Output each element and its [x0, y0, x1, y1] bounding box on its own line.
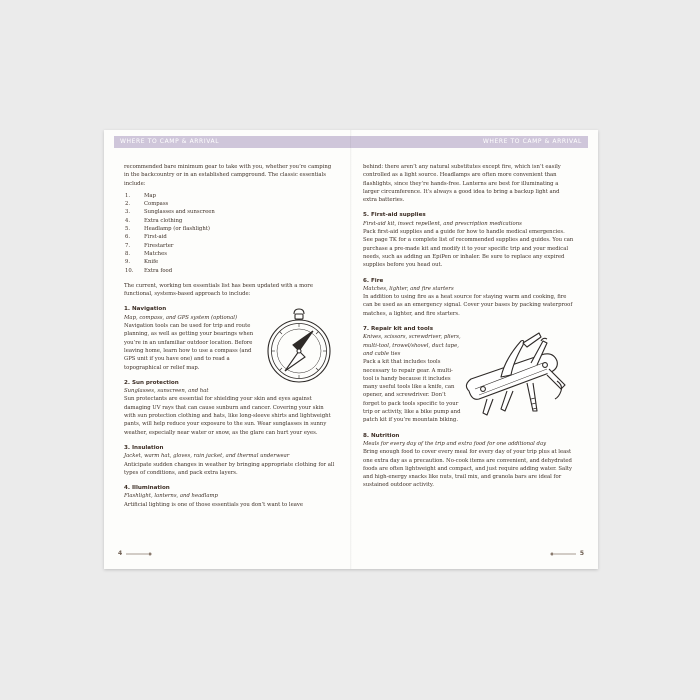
right-column	[363, 163, 575, 490]
left-column	[124, 163, 336, 509]
carryover-paragraph: behind: there aren’t any natural substitutes except fire, which isn’t easily controlled as a light source. Headlamps are often more convenient than flashlights, since they’re hands-free. Lanterns are best for illuminating a larger circumference. It’s always a good idea to bring a backup light and extra batteries.	[363, 164, 561, 204]
right-page	[351, 130, 598, 569]
section-subtitle: Sunglasses, sunscreen, and hat	[124, 388, 209, 395]
running-head-band-right	[351, 136, 588, 148]
section-fire	[363, 277, 575, 318]
list-item: 5. Headlamp (or flashlight)	[125, 226, 210, 233]
section-body: In addition to using fire as a heat source for staying warm and cooking, fire can be used as an emergency signal. Cover your bases by packing waterproof matches, a lighter, and fire starters.	[363, 294, 573, 317]
section-nutrition	[363, 432, 575, 490]
transition-paragraph: The current, working ten essentials list has been updated with a more functional, systems-based approach to include:	[124, 282, 313, 298]
section-body: Anticipate sudden changes in weather by bringing appropriate clothing for all types of conditions, and pack extra layers.	[124, 461, 335, 476]
list-item: 4. Extra clothing	[125, 217, 183, 224]
section-illumination	[124, 484, 336, 509]
intro-paragraph: recommended bare minimum gear to take with you, whether you’re camping in the backcountry or in an established campground. The classic essentials include:	[124, 164, 332, 187]
section-subtitle: Meals for every day of the trip and extra food for one additional day	[363, 440, 547, 447]
running-head-left: WHERE TO CAMP & ARRIVAL	[120, 138, 220, 145]
section-body: Artificial lighting is one of those essentials you don’t want to leave	[124, 501, 304, 508]
section-navigation	[124, 305, 336, 371]
list-item: 7. Firestarter	[125, 242, 174, 249]
section-body: Sun protectants are essential for shielding your skin and eyes against damaging UV rays that can cause sunburn and cancer. Covering your skin with sun protection clothing and hats, like long-sleeve shirts and lightweight pants, will help reduce your exposure to the sun. Wear sunglasses in sunny weather, especially near water or snow, as the glare can hurt your eyes.	[124, 396, 331, 436]
section-body: Pack first-aid supplies and a guide for how to handle medical emergencies. See page TK for a complete list of recommended supplies and guides. You can purchase a pre-made kit and modify it to your specific trip and your medical needs, such as adding an EpiPen or inhaler. Be sure to replace any expired supplies before you head out.	[363, 229, 574, 269]
section-title: 7. Repair kit and tools	[363, 326, 434, 333]
compass-illustration	[264, 307, 334, 383]
section-subtitle: Matches, lighter, and fire starters	[363, 285, 454, 292]
section-title: 8. Nutrition	[363, 432, 400, 439]
section-title: 3. Insulation	[124, 444, 164, 451]
book-spread	[104, 130, 598, 569]
section-subtitle: Map, compass, and GPS system (optional)	[124, 314, 238, 321]
section-title: 6. Fire	[363, 277, 384, 284]
section-body: Bring enough food to cover every meal for every day of your trip plus at least one extra day as a precaution. No-cook items are convenient, and dehydrated foods are often lightweight and compact, and just require adding water. Salty and high-energy snacks like nuts, trail mix, and granola bars are ideal for sustained outdoor activity.	[363, 449, 573, 489]
list-item: 2. Compass	[125, 201, 169, 208]
page-number-right: 5	[579, 550, 584, 557]
section-title: 4. Illumination	[124, 485, 170, 492]
section-title: 5. First-aid supplies	[363, 212, 426, 219]
section-subtitle: Jacket, warm hat, gloves, rain jacket, and thermal underwear	[124, 453, 290, 460]
section-insulation	[124, 444, 336, 477]
list-item: 10. Extra food	[125, 267, 173, 274]
list-item: 1. Map	[125, 192, 156, 199]
section-subtitle: Flashlight, lanterns, and headlamp	[124, 493, 218, 500]
section-sun-protection	[124, 379, 336, 437]
list-item: 3. Sunglasses and sunscreen	[125, 209, 215, 216]
section-subtitle: First-aid kit, insect repellent, and prescription medications	[363, 220, 522, 227]
flourish-ornament-right	[550, 552, 576, 556]
section-body: Pack a kit that includes tools necessary to repair gear. A multi-tool is handy because it includes many useful tools like a knife, can opener, and screwdriver. Don’t forget to pack tools specific to your trip or activity, like a bike pump and patch kit if you’re mountain biking.	[363, 359, 461, 424]
classic-essentials-list	[124, 192, 336, 275]
multitool-illustration	[461, 329, 573, 425]
page-number-left: 4	[118, 550, 123, 557]
section-title: 1. Navigation	[124, 306, 167, 313]
left-page	[104, 130, 351, 569]
list-item: 8. Matches	[125, 250, 167, 257]
list-item: 6. First-aid	[125, 234, 167, 241]
list-item: 9. Knife	[125, 259, 159, 266]
section-title: 2. Sun protection	[124, 379, 179, 386]
running-head-band-left	[114, 136, 351, 148]
section-body: Navigation tools can be used for trip and route planning, as well as getting your bearings when you’re in an unfamiliar outdoor location. Before leaving home, learn how to use a compass (and GPS unit if you have one) and to read a topographical or relief map.	[124, 323, 254, 371]
section-first-aid	[363, 211, 575, 269]
running-head-right: WHERE TO CAMP & ARRIVAL	[482, 138, 582, 145]
section-repair-kit	[363, 325, 575, 425]
flourish-ornament-left	[126, 552, 152, 556]
section-subtitle: Knives, scissors, screwdriver, pliers, multi-tool, trowel/shovel, duct tape, and cable ties	[363, 334, 461, 357]
